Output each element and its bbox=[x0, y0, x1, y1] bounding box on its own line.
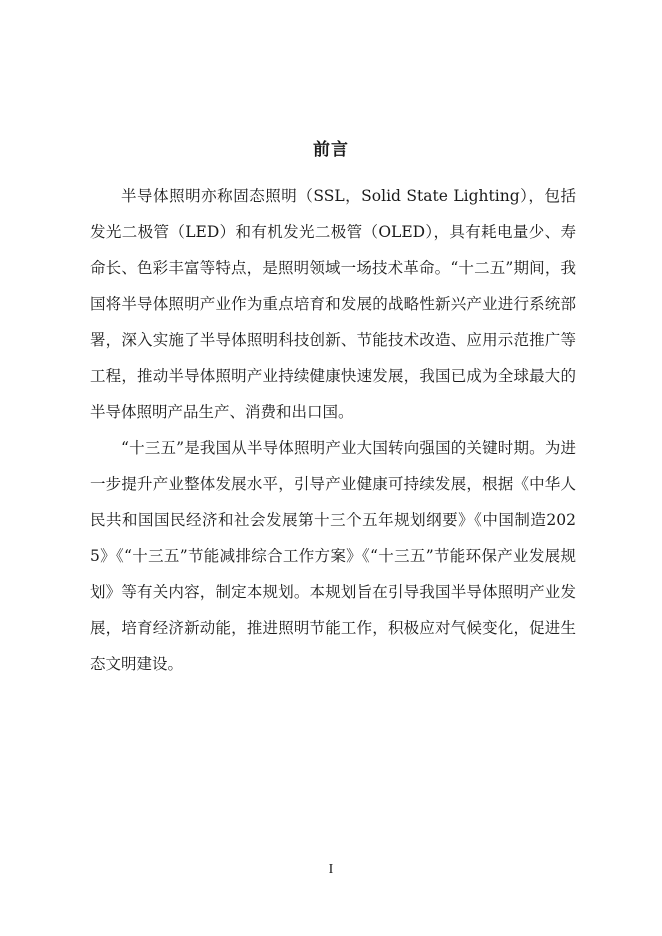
page-title: 前言 bbox=[313, 140, 349, 160]
paragraph-intro: 半导体照明亦称固态照明（SSL，Solid State Lighting），包括发光二极管（LED）和有机发光二极管（OLED），具有耗电量少、寿命长、色彩丰富等特点，是照明领域一场技术革命。“十二五”期间，我国将半导体照明产业作为重点培育和发展的战略性新兴产业进行系统部署，深入实施了半导体照明科技创新、节能技术改造、应用示范推广等工程，推动半导体照明产业持续健康快速发展，我国已成为全球最大的半导体照明产品生产、消费和出口国。 bbox=[90, 187, 576, 421]
body-text bbox=[90, 178, 576, 682]
page-number: I bbox=[328, 862, 334, 877]
paragraph-purpose: “十三五”是我国从半导体照明产业大国转向强国的关键时期。为进一步提升产业整体发展水平，引导产业健康可持续发展，根据《中华人民共和国国民经济和社会发展第十三个五年规划纲要》《中国制造2025》《“十三五”节能减排综合工作方案》《“十三五”节能环保产业发展规划》等有关内容，制定本规划。本规划旨在引导我国半导体照明产业发展，培育经济新动能，推进照明节能工作，积极应对气候变化，促进生态文明建设。 bbox=[90, 439, 576, 673]
